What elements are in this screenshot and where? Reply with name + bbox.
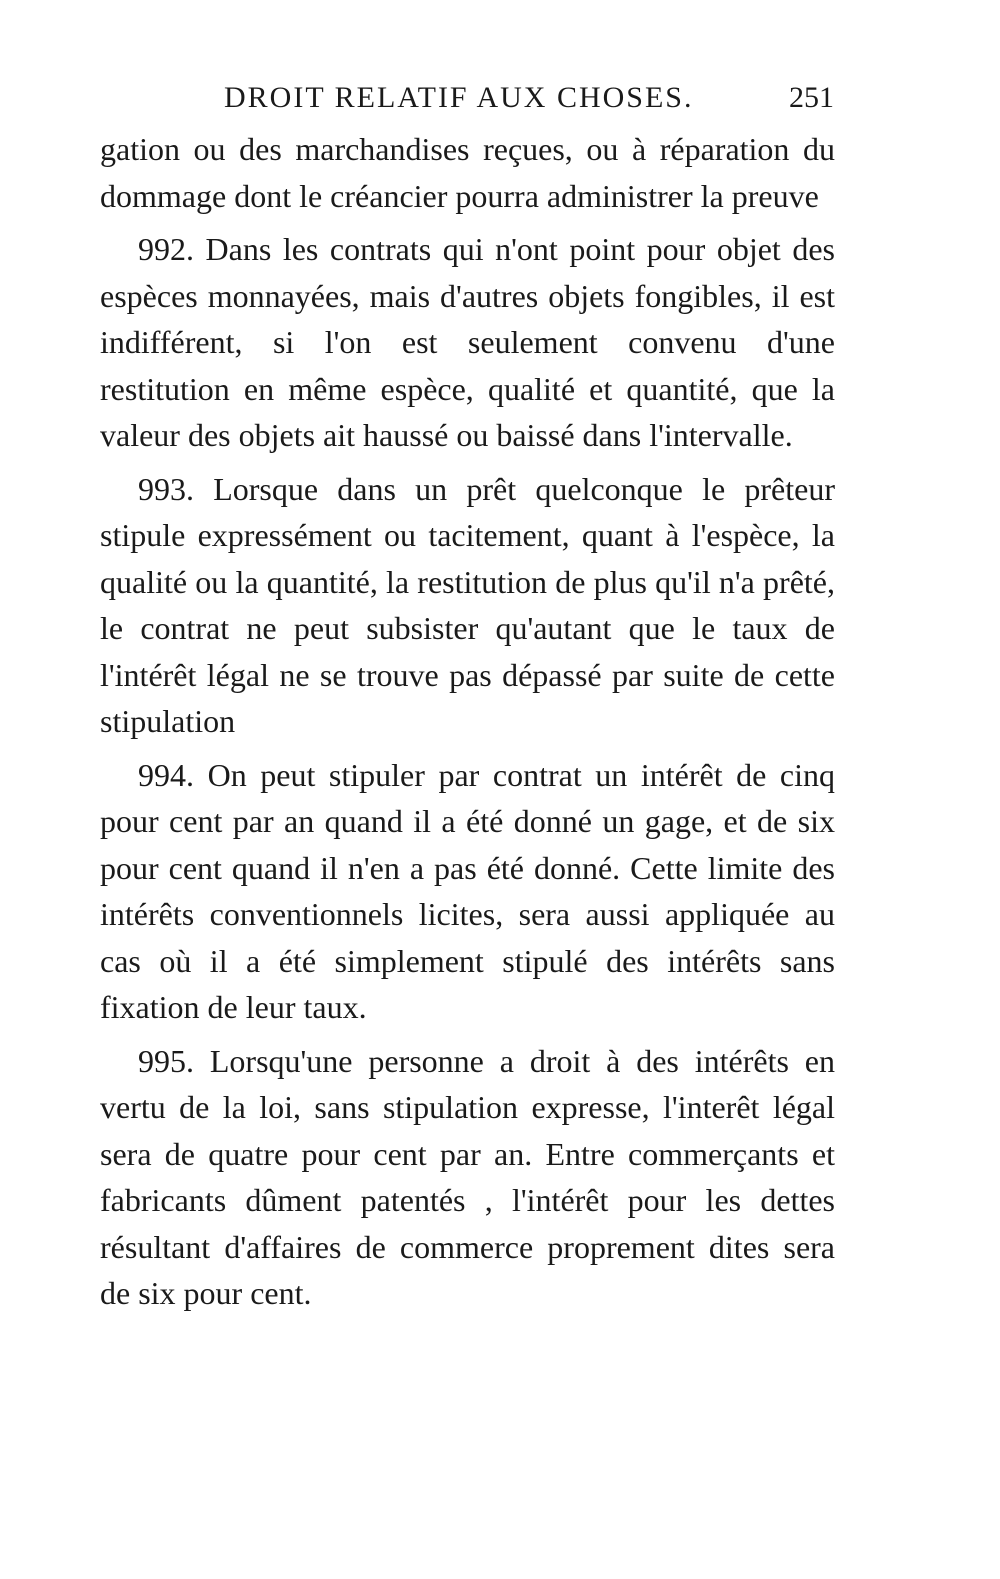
article-994 [100, 752, 835, 1031]
article-text: Lorsqu'une personne a droit à des intérêts en vertu de la loi, sans stipulation expresse, l'interêt légal sera de quatre pour cent par an. Entre commerçants et fabricants dûment patentés , l'intérêt pour les dettes résultant d'affaires de commerce proprement dites sera de six pour cent. [100, 1042, 836, 1311]
article-text: Dans les contrats qui n'ont point pour objet des espèces monnayées, mais d'autres objets fongibles, il est indifférent, si l'on est seulement convenu d'une restitution en même espèce, qualité et quantité, que la valeur des objets ait haussé ou baissé dans l'intervalle. [100, 231, 836, 453]
page-number: 251 [789, 81, 834, 114]
article-number: 993. [138, 470, 194, 507]
article-text: On peut stipuler par contrat un intérêt de cinq pour cent par an quand il a été donné un gage, et de six pour cent quand il n'en a pas été donné. Cette limite des intérêts conventionnels licites, sera aussi appliquée au cas où il a été simplement stipulé des intérêts sans fixation de leur taux. [100, 756, 836, 1025]
paragraph-text: gation ou des marchandises reçues, ou à réparation du dommage dont le créancier pourra administrer la preuve [100, 131, 835, 214]
body-text [100, 126, 835, 1324]
article-number: 992. [138, 231, 194, 267]
article-993 [100, 466, 835, 745]
article-992 [100, 226, 835, 459]
running-header [100, 78, 840, 122]
article-number: 994. [138, 756, 194, 793]
paragraph-continuation [100, 126, 835, 219]
article-number: 995. [138, 1042, 194, 1079]
article-text: Lorsque dans un prêt quelconque le prêteur stipule expressément ou tacitement, quant à l'espèce, la qualité ou la quantité, la restitution de plus qu'il n'a prêté, le contrat ne peut subsister qu'autant que le taux de l'intérêt légal ne se trouve pas dépassé par suite de cette stipulation [100, 470, 835, 739]
article-995 [100, 1038, 835, 1317]
running-title: DROIT RELATIF AUX CHOSES. [224, 81, 694, 114]
